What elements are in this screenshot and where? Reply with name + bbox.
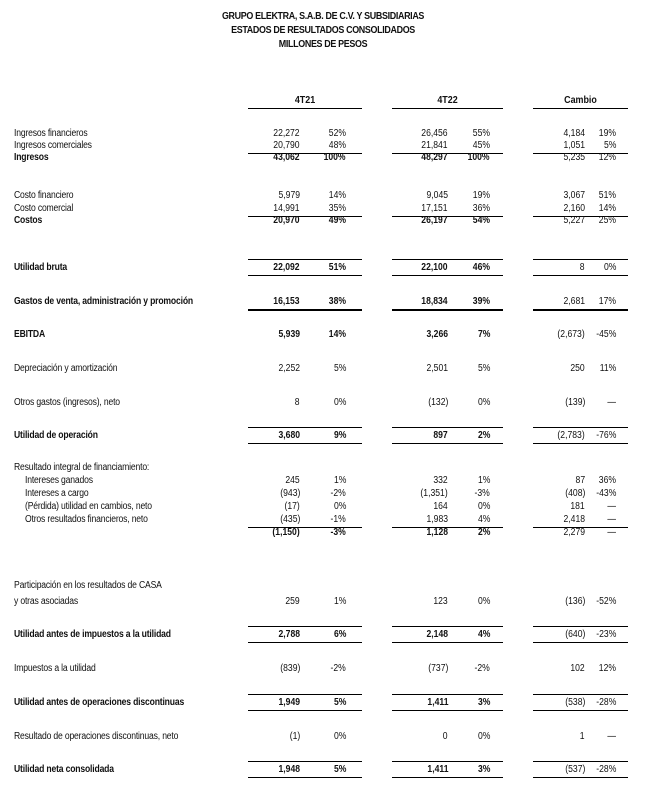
column-header-4t21: 4T21 (294, 94, 316, 106)
table-rule (533, 309, 628, 311)
table-rule (248, 694, 362, 695)
percent-4t21: 100% (324, 152, 346, 163)
percent-change: 14% (598, 203, 616, 214)
value-change: (139) (564, 397, 585, 408)
value-4t21: (435) (279, 514, 300, 525)
column-header-cambio: Cambio (564, 94, 597, 106)
percent-change: -28% (595, 697, 616, 708)
value-4t21: 14,991 (273, 203, 300, 214)
table-row (0, 152, 646, 164)
row-label: EBITDA (14, 329, 45, 340)
value-change: (2,783) (557, 430, 585, 441)
percent-4t22: -2% (474, 663, 490, 674)
value-4t22: 897 (433, 430, 448, 441)
table-rule (533, 642, 628, 643)
row-label: Utilidad bruta (14, 262, 68, 273)
table-rule (533, 443, 628, 444)
percent-change: -43% (595, 488, 616, 499)
percent-4t22: 54% (472, 215, 490, 226)
table-row (0, 296, 646, 308)
percent-4t21: 51% (328, 262, 346, 273)
table-rule (392, 777, 503, 778)
table-rule (392, 275, 503, 276)
percent-4t21: 48% (328, 140, 346, 151)
row-label: Utilidad neta consolidada (14, 764, 114, 775)
table-row (0, 215, 646, 227)
table-row (0, 262, 646, 274)
percent-4t21: 1% (333, 596, 346, 607)
row-label: Costos (14, 215, 43, 226)
percent-change: -23% (595, 629, 616, 640)
table-row (0, 764, 646, 776)
table-row (0, 488, 646, 500)
value-4t22: 21,841 (421, 140, 448, 151)
table-rule (248, 642, 362, 643)
percent-change: — (607, 514, 616, 525)
value-change: 87 (575, 475, 585, 486)
value-4t22: (1,351) (420, 488, 448, 499)
percent-change: 0% (603, 262, 616, 273)
value-change: (136) (564, 596, 585, 607)
table-rule (533, 710, 628, 711)
row-label: Resultado de operaciones discontinuas, neto (14, 731, 179, 742)
percent-4t21: 14% (328, 190, 346, 201)
value-4t21: 259 (285, 596, 300, 607)
table-rule (392, 427, 503, 428)
table-rule (533, 694, 628, 695)
row-label: Otros resultados financieros, neto (25, 514, 148, 525)
value-4t21: (839) (279, 663, 300, 674)
percent-4t22: 0% (477, 501, 490, 512)
table-rule (533, 259, 628, 260)
table-row (0, 128, 646, 140)
table-row (0, 397, 646, 409)
row-label: Participación en los resultados de CASA (14, 580, 162, 591)
table-row (0, 140, 646, 152)
percent-change: 36% (598, 475, 616, 486)
value-4t21: 8 (295, 397, 300, 408)
value-change: (2,673) (557, 329, 585, 340)
value-4t22: (737) (427, 663, 448, 674)
table-row (0, 697, 646, 709)
percent-4t21: 14% (328, 329, 346, 340)
percent-4t21: 0% (333, 731, 346, 742)
value-4t22: 332 (433, 475, 448, 486)
value-4t22: 0 (443, 731, 448, 742)
percent-4t22: 5% (477, 363, 490, 374)
percent-change: — (607, 527, 616, 538)
value-4t22: 1,411 (426, 697, 448, 708)
percent-4t21: -2% (330, 663, 346, 674)
value-4t21: 245 (285, 475, 300, 486)
table-rule (392, 642, 503, 643)
header-rule (533, 108, 628, 109)
percent-4t22: 3% (477, 697, 490, 708)
percent-4t22: 19% (472, 190, 490, 201)
value-change: (408) (564, 488, 585, 499)
percent-4t22: 55% (472, 128, 490, 139)
table-rule (392, 710, 503, 711)
title-company: GRUPO ELEKTRA, S.A.B. DE C.V. Y SUBSIDIARIAS (221, 10, 425, 22)
table-row (0, 430, 646, 442)
table-rule (392, 309, 503, 311)
table-rule (248, 777, 362, 778)
value-4t22: 2,148 (426, 629, 448, 640)
percent-4t22: 2% (477, 527, 490, 538)
row-label: Otros gastos (ingresos), neto (14, 397, 120, 408)
title-units: MILLONES DE PESOS (278, 38, 368, 50)
value-change: 3,067 (563, 190, 585, 201)
value-change: 2,279 (563, 527, 585, 538)
value-4t21: 22,092 (273, 262, 300, 273)
value-4t22: 1,411 (426, 764, 448, 775)
value-change: 2,681 (563, 296, 585, 307)
percent-change: 51% (598, 190, 616, 201)
percent-4t22: 4% (477, 514, 490, 525)
percent-4t22: 100% (468, 152, 490, 163)
table-rule (248, 427, 362, 428)
percent-4t21: -2% (330, 488, 346, 499)
value-4t21: 5,939 (278, 329, 300, 340)
value-4t21: (1) (289, 731, 300, 742)
value-change: (640) (564, 629, 585, 640)
percent-4t21: 0% (333, 397, 346, 408)
value-4t22: 123 (433, 596, 448, 607)
table-row (0, 731, 646, 743)
percent-4t21: 9% (333, 430, 346, 441)
row-label: Utilidad antes de impuestos a la utilidad (14, 629, 171, 640)
table-rule (392, 259, 503, 260)
table-row (0, 462, 646, 474)
table-row (0, 363, 646, 375)
table-rule (392, 626, 503, 627)
row-label: Utilidad de operación (14, 430, 98, 441)
value-4t22: 26,456 (421, 128, 448, 139)
table-rule (533, 427, 628, 428)
row-label: Depreciación y amortización (14, 363, 118, 374)
value-change: 4,184 (563, 128, 585, 139)
value-4t22: 17,151 (421, 203, 448, 214)
row-label: Ingresos financieros (14, 128, 88, 139)
value-change: 1,051 (563, 140, 585, 151)
row-label: Ingresos (14, 152, 49, 163)
percent-change: -76% (595, 430, 616, 441)
header-rule (392, 108, 503, 109)
column-header-4t22: 4T22 (437, 94, 458, 106)
value-4t21: 5,979 (278, 190, 300, 201)
value-4t21: (943) (279, 488, 300, 499)
percent-4t22: 45% (472, 140, 490, 151)
value-change: 181 (570, 501, 585, 512)
percent-4t21: 6% (333, 629, 346, 640)
percent-4t21: 49% (328, 215, 346, 226)
percent-change: 11% (599, 363, 616, 374)
percent-4t22: 46% (472, 262, 490, 273)
value-4t21: 16,153 (273, 296, 300, 307)
table-row (0, 475, 646, 487)
percent-4t21: 38% (328, 296, 346, 307)
value-4t22: 18,834 (421, 296, 448, 307)
value-4t21: 2,788 (278, 629, 300, 640)
percent-4t21: 5% (333, 363, 346, 374)
table-rule (248, 710, 362, 711)
row-label: Ingresos comerciales (14, 140, 92, 151)
table-row (0, 527, 646, 539)
percent-4t22: 4% (477, 629, 490, 640)
percent-4t21: 0% (333, 501, 346, 512)
value-4t21: 2,252 (278, 363, 300, 374)
percent-4t22: -3% (474, 488, 490, 499)
row-label: Utilidad antes de operaciones discontinuas (14, 697, 185, 708)
value-change: 8 (580, 262, 585, 273)
percent-change: -52% (595, 596, 616, 607)
row-label: Resultado integral de financiamiento: (14, 462, 150, 473)
percent-change: -45% (595, 329, 616, 340)
percent-4t22: 7% (477, 329, 490, 340)
table-rule (392, 443, 503, 444)
row-label: Intereses a cargo (25, 488, 89, 499)
value-4t22: 48,297 (421, 152, 448, 163)
table-rule (533, 761, 628, 762)
table-row (0, 596, 646, 608)
table-row (0, 190, 646, 202)
value-4t22: 1,983 (426, 514, 448, 525)
percent-change: -28% (595, 764, 616, 775)
value-change: 5,227 (563, 215, 585, 226)
table-row (0, 329, 646, 341)
percent-change: 17% (598, 296, 616, 307)
table-row (0, 580, 646, 592)
value-change: 102 (570, 663, 585, 674)
header-rule (248, 108, 362, 109)
percent-4t21: -3% (330, 527, 346, 538)
percent-4t22: 0% (477, 596, 490, 607)
row-label: Impuestos a la utilidad (14, 663, 96, 674)
value-4t22: 164 (433, 501, 448, 512)
table-row (0, 663, 646, 675)
percent-4t21: 1% (333, 475, 346, 486)
table-rule (533, 626, 628, 627)
title-statement: ESTADOS DE RESULTADOS CONSOLIDADOS (231, 24, 415, 36)
table-row (0, 629, 646, 641)
value-4t22: 26,197 (421, 215, 448, 226)
row-label: (Pérdida) utilidad en cambios, neto (25, 501, 152, 512)
percent-change: 25% (598, 215, 616, 226)
percent-4t21: -1% (330, 514, 346, 525)
value-change: 2,160 (563, 203, 585, 214)
table-row (0, 203, 646, 215)
value-4t21: 1,949 (278, 697, 300, 708)
row-label: Costo comercial (14, 203, 74, 214)
value-change: (538) (564, 697, 585, 708)
value-change: 5,235 (563, 152, 585, 163)
value-4t22: 9,045 (426, 190, 448, 201)
value-change: 250 (570, 363, 585, 374)
percent-change: 19% (598, 128, 616, 139)
value-4t21: 43,062 (273, 152, 300, 163)
value-4t22: 2,501 (426, 363, 448, 374)
table-rule (248, 761, 362, 762)
row-label: y otras asociadas (14, 596, 79, 607)
table-rule (248, 443, 362, 444)
value-4t21: 3,680 (278, 430, 300, 441)
percent-4t21: 5% (333, 697, 346, 708)
percent-change: 12% (598, 152, 616, 163)
value-4t22: (132) (427, 397, 448, 408)
percent-4t22: 1% (477, 475, 490, 486)
value-4t21: 22,272 (273, 128, 300, 139)
percent-4t21: 35% (328, 203, 346, 214)
value-4t22: 1,128 (426, 527, 448, 538)
table-rule (533, 777, 628, 778)
percent-4t22: 0% (477, 731, 490, 742)
percent-4t22: 39% (472, 296, 490, 307)
percent-4t21: 52% (328, 128, 346, 139)
percent-change: 5% (603, 140, 616, 151)
value-4t22: 3,266 (426, 329, 448, 340)
percent-4t22: 3% (477, 764, 490, 775)
value-4t21: 1,948 (278, 764, 300, 775)
table-rule (248, 259, 362, 260)
percent-change: 12% (598, 663, 616, 674)
value-4t21: 20,970 (273, 215, 300, 226)
value-change: (537) (564, 764, 585, 775)
percent-4t22: 2% (477, 430, 490, 441)
percent-4t22: 0% (477, 397, 490, 408)
value-change: 1 (580, 731, 585, 742)
percent-4t22: 36% (472, 203, 490, 214)
table-row (0, 501, 646, 513)
value-4t21: (17) (284, 501, 300, 512)
table-rule (392, 694, 503, 695)
table-row (0, 514, 646, 526)
table-rule (392, 761, 503, 762)
value-change: 2,418 (563, 514, 585, 525)
value-4t21: (1,150) (272, 527, 300, 538)
row-label: Gastos de venta, administración y promoción (14, 296, 193, 307)
percent-change: — (607, 397, 616, 408)
row-label: Costo financiero (14, 190, 74, 201)
value-4t22: 22,100 (421, 262, 448, 273)
value-4t21: 20,790 (273, 140, 300, 151)
table-rule (533, 275, 628, 276)
percent-4t21: 5% (333, 764, 346, 775)
percent-change: — (607, 731, 616, 742)
table-rule (248, 309, 362, 311)
table-rule (248, 275, 362, 276)
row-label: Intereses ganados (25, 475, 93, 486)
table-rule (248, 626, 362, 627)
percent-change: — (607, 501, 616, 512)
